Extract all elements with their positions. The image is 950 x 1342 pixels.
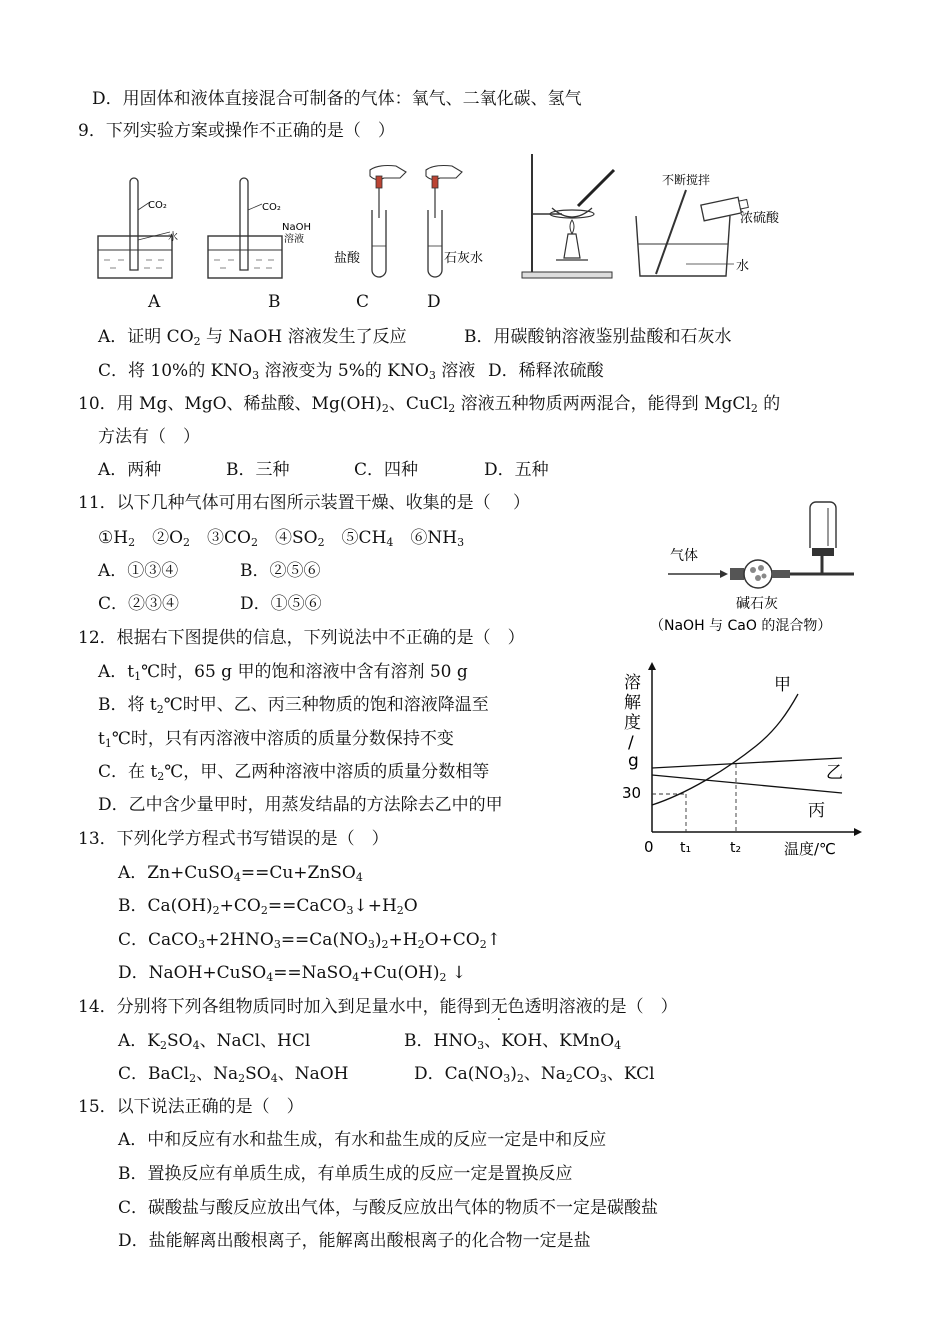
q13-option-d: D．$NaOH+CuSO_4==NaSO_4+Cu(OH)_2$ ↓: [118, 963, 467, 984]
y-axis-label-5: g: [628, 751, 639, 771]
q15-option-d: D．盐能解离出酸根离子，能解离出酸根离子的化合物一定是盐: [118, 1231, 591, 1251]
q12-stem: 12．根据右下图提供的信息，下列说法中不正确的是（ ）: [78, 628, 525, 648]
q9-stir-label: 不断搅拌: [662, 173, 711, 187]
q14-emphasis: 无色: [490, 997, 525, 1017]
q12-option-b: B．将 $t_2℃$时甲、乙、丙三种物质的饱和溶液降温至: [98, 695, 489, 716]
q14-option-d: D．$Ca(NO_3)_2$、$Na_2CO_3$、KCl: [414, 1064, 655, 1085]
q9-figure-cd: [332, 162, 502, 282]
series-yi-line: [652, 758, 842, 768]
q9-figure-b: [206, 178, 316, 282]
q12-option-b-cont: $t_1℃$时，只有丙溶液中溶质的质量分数保持不变: [98, 729, 454, 750]
q11-option-d: D．①⑤⑥: [240, 594, 322, 614]
q9-b-gas-label: CO₂: [262, 202, 281, 213]
q9-stem: 9．下列实验方案或操作不正确的是（ ）: [78, 121, 395, 141]
q10-stem-2: 方法有（ ）: [98, 427, 200, 447]
q11-apparatus-figure: [650, 500, 856, 640]
q11-gas-label: 气体: [670, 548, 698, 564]
q9-option-c: C．将 10%的 $KNO_3$ 溶液变为 5%的 $KNO_3$ 溶液: [98, 361, 476, 382]
q15-stem: 15．以下说法正确的是（ ）: [78, 1097, 304, 1117]
q9-b-solution-label: 溶液: [284, 234, 304, 245]
q13-option-b: B．$Ca(OH)_2+CO_2==CaCO_3↓+H_2O$: [118, 896, 418, 917]
q8-option-d: D．用固体和液体直接混合可制备的气体：氧气、二氧化碳、氢气: [92, 89, 582, 109]
series-yi-label: 乙: [826, 763, 843, 783]
x-tick-t2: t₂: [730, 840, 742, 856]
q9-d-tube-label: 石灰水: [444, 251, 484, 266]
q9-label-d: D: [427, 292, 441, 312]
series-jia-label: 甲: [774, 675, 791, 695]
q11-option-b: B．②⑤⑥: [240, 561, 321, 581]
q14-option-c: C．BaCl$_2$、$Na_2SO_4$、NaOH: [118, 1064, 349, 1085]
q11-absorbent-label: 碱石灰: [736, 596, 778, 612]
q10-option-c: C．四种: [354, 460, 419, 480]
q10-option-d: D．五种: [484, 460, 549, 480]
q14-option-a: A．$K_2SO_4$、NaCl、HCl: [118, 1031, 311, 1052]
y-axis-label-2: 解: [624, 693, 641, 713]
q10-option-a: A．两种: [98, 460, 162, 480]
q12-option-a: A．$t_1℃$时，65 g 甲的饱和溶液中含有溶剂 50 g: [98, 662, 468, 683]
series-jia-line: [652, 694, 798, 805]
q15-option-a: A．中和反应有水和盐生成，有水和盐生成的反应一定是中和反应: [118, 1130, 607, 1150]
q9-a-water-label: 水: [168, 232, 178, 243]
q15-option-b: B．置换反应有单质生成，有单质生成的反应一定是置换反应: [118, 1164, 573, 1184]
y-tick-30: 30: [622, 784, 642, 802]
q9-c-tube-label: 盐酸: [334, 251, 361, 266]
q10-option-b: B．三种: [226, 460, 290, 480]
q9-a-gas-label: CO₂: [148, 200, 167, 211]
q10-stem: 10．用 Mg、MgO、稀盐酸、$Mg(OH)_2$、CuCl$_2$ 溶液五种物质两两混合，能得到 MgCl$_2$ 的: [78, 394, 781, 415]
series-bing-label: 丙: [808, 801, 825, 821]
q15-option-c: C．碳酸盐与酸反应放出气体，与酸反应放出气体的物质不一定是碳酸盐: [118, 1198, 659, 1218]
solubility-chart: [616, 660, 866, 860]
q9-label-a: A: [148, 292, 161, 312]
x-axis-label: 温度/℃: [784, 840, 836, 858]
q9-figure-dilution: [626, 166, 792, 284]
x-tick-t1: t₁: [680, 840, 692, 856]
series-bing-line: [652, 775, 842, 793]
q11-option-c: C．②③④: [98, 594, 180, 614]
y-axis-label-1: 溶: [624, 673, 641, 693]
q9-figure-evaporation: [518, 150, 618, 282]
q9-option-a: A．证明 $CO_2$ 与 NaOH 溶液发生了反应: [98, 327, 407, 348]
q14-stem: 14．分别将下列各组物质同时加入到足量水中，能得到无色透明溶液的是（ ）: [78, 997, 678, 1017]
q14-option-b: B．$HNO_3$、KOH、KMnO$_4$: [404, 1031, 622, 1052]
q9-label-b: B: [268, 292, 281, 312]
q13-stem: 13．下列化学方程式书写错误的是（ ）: [78, 829, 389, 849]
q9-label-c: C: [356, 292, 370, 312]
origin-label: 0: [644, 838, 654, 856]
q11-absorbent-note: （NaOH 与 CaO 的混合物）: [650, 618, 832, 634]
q9-option-b: B．用碳酸钠溶液鉴别盐酸和石灰水: [464, 327, 732, 347]
q9-b-naoh-label: NaOH: [282, 222, 311, 233]
q11-option-a: A．①③④: [98, 561, 179, 581]
q12-option-c: C．在 $t_2℃$，甲、乙两种溶液中溶质的质量分数相等: [98, 762, 490, 783]
q11-gas-list: $①H_2$ $②O_2$ $③CO_2$ $④SO_2$ $⑤CH_4$ $⑥NH_3$: [98, 528, 465, 549]
q11-stem: 11．以下几种气体可用右图所示装置干燥、收集的是（ ）: [78, 493, 531, 513]
y-axis-label-4: /: [628, 733, 634, 753]
q9-water-label: 水: [736, 259, 750, 274]
q13-option-a: A．Zn+CuSO$_4$==Cu+ZnSO$_4$: [118, 863, 363, 884]
q12-option-d: D．乙中含少量甲时，用蒸发结晶的方法除去乙中的甲: [98, 795, 503, 815]
q9-figure-a: [96, 178, 176, 282]
q9-option-d: D．稀释浓硫酸: [488, 361, 604, 381]
q13-option-c: C．$CaCO_3+2HNO_3==Ca(NO_3)_2+H_2O+CO_2↑$: [118, 930, 501, 951]
q9-acid-label: 浓硫酸: [740, 211, 780, 226]
y-axis-arrow: [648, 662, 656, 670]
y-axis-label-3: 度: [624, 713, 641, 733]
x-axis-arrow: [854, 828, 862, 836]
